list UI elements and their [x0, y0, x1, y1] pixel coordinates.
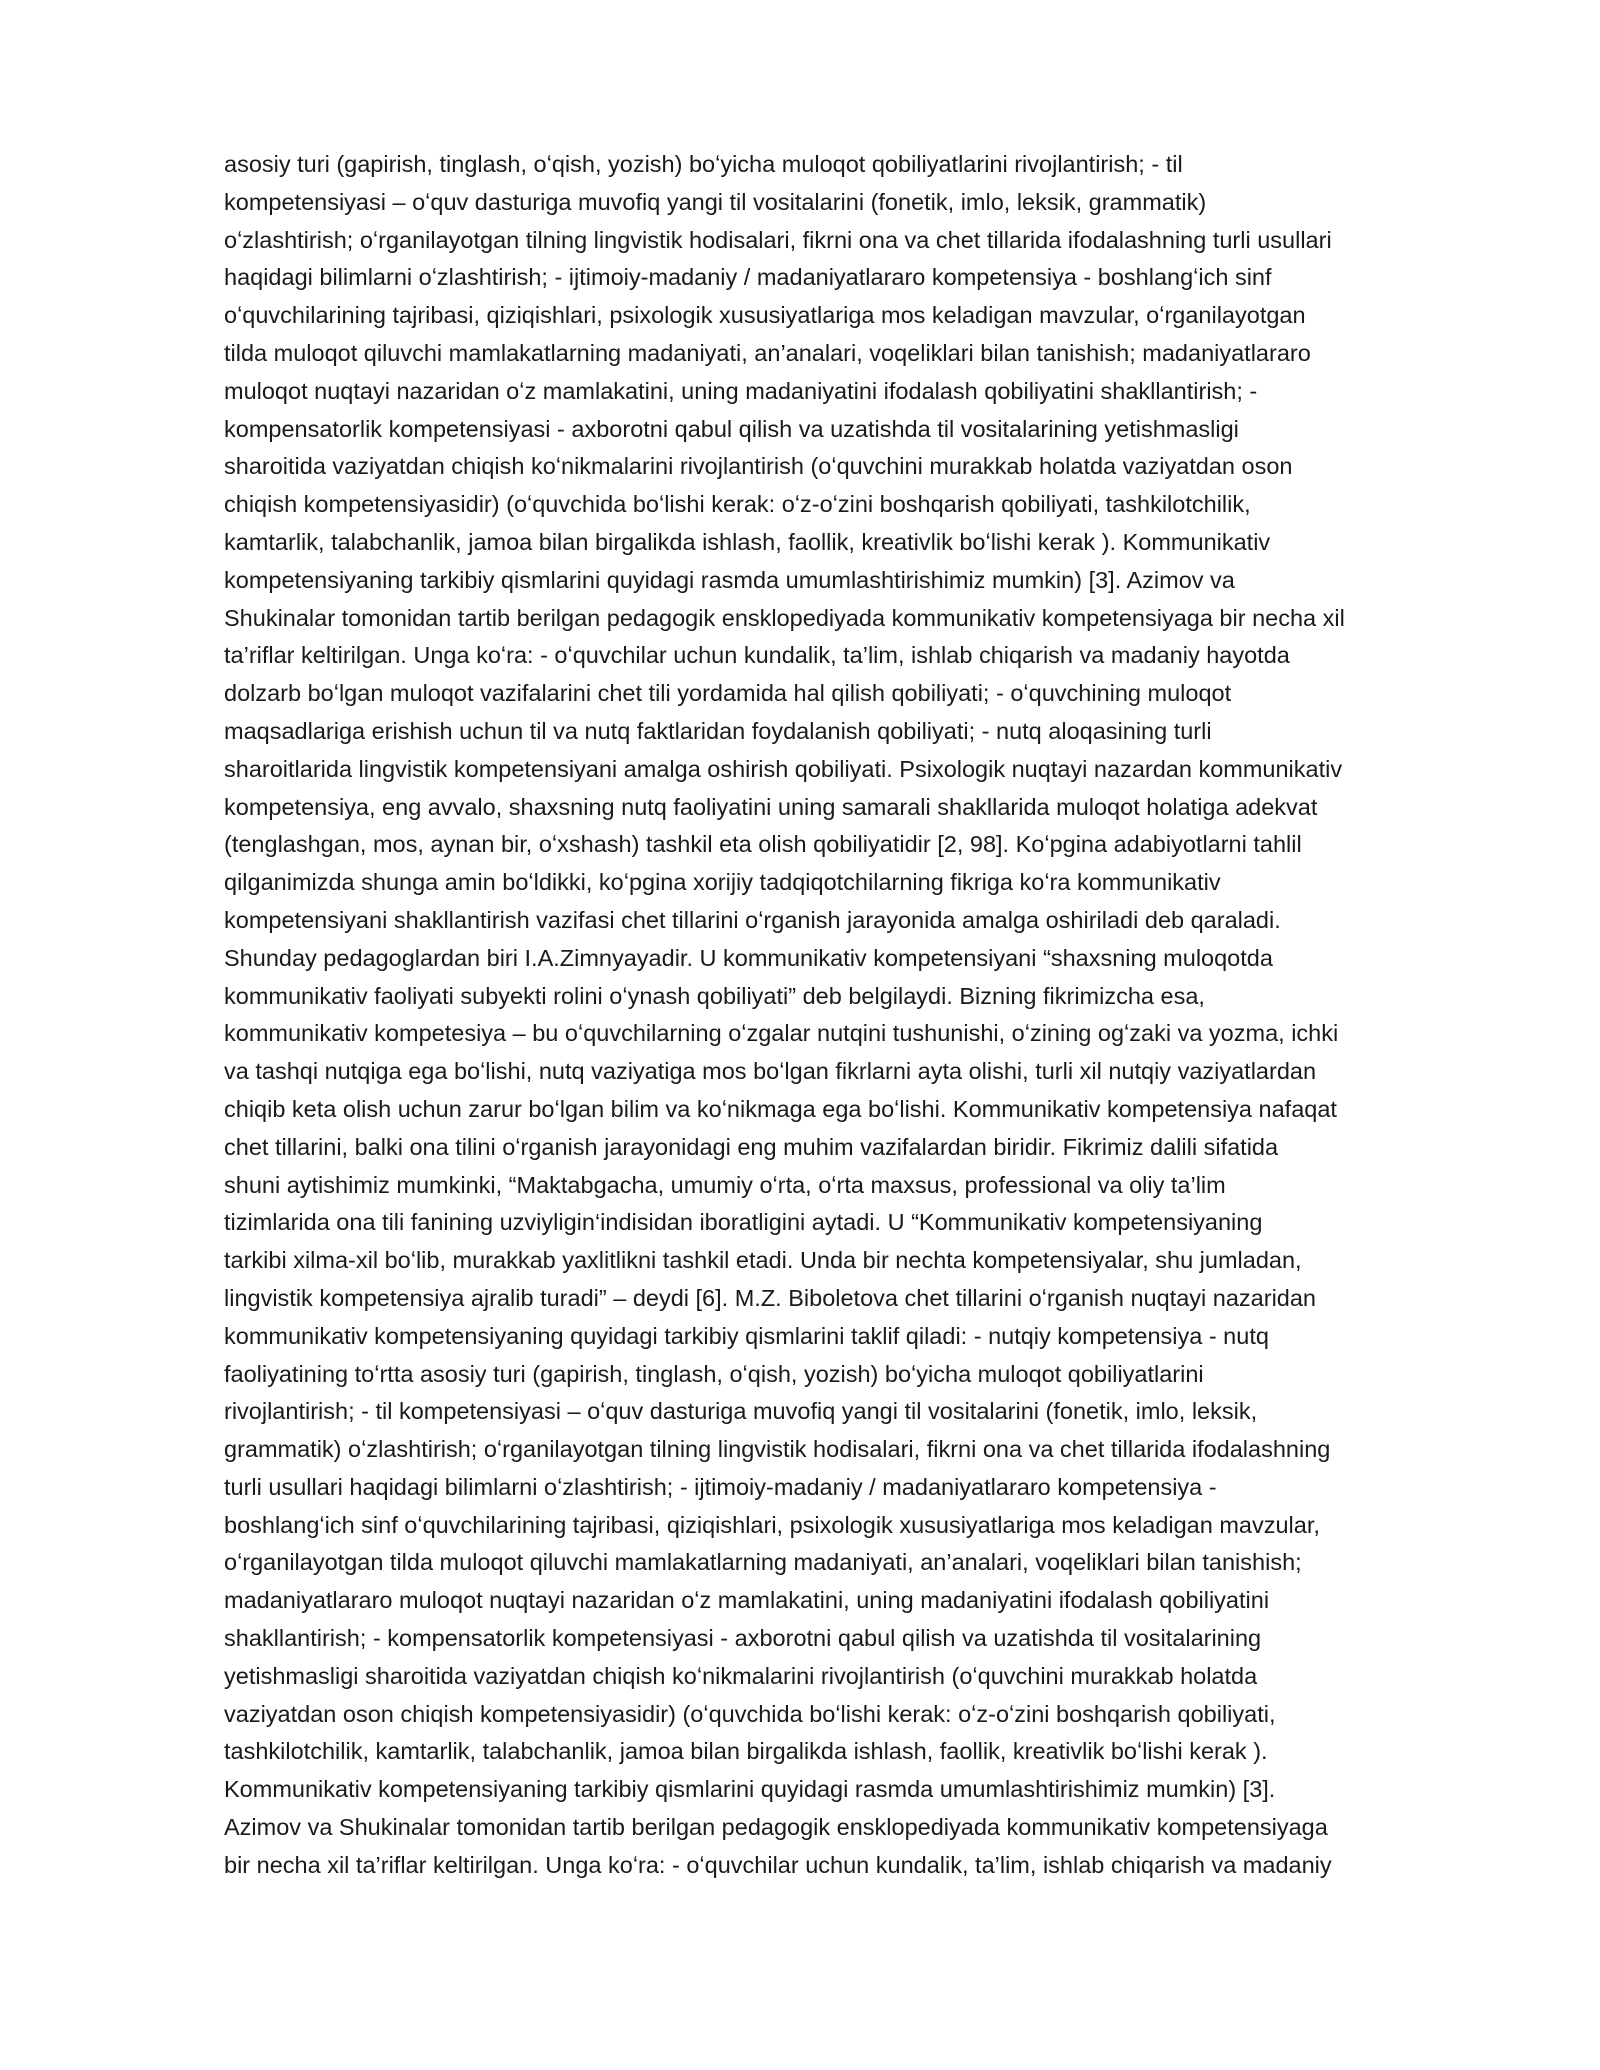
text-line: sharoitlarida lingvistik kompetensiyani amalga oshirish qobiliyati. Psixologik nuqtayi nazardan kommunikativ	[224, 755, 1343, 782]
text-line: oʻquvchilarining tajribasi, qiziqishlari, psixologik xususiyatlariga mos keladigan mavzular, oʻrganilayotgan	[224, 302, 1306, 329]
text-line: kommunikativ kompetesiya – bu oʻquvchilarning oʻzgalar nutqini tushunishi, oʻzining ogʻzaki va yozma, ichki	[224, 1020, 1339, 1047]
text-line: chiqish kompetensiyasidir) (oʻquvchida boʻlishi kerak: oʻz-oʻzini boshqarish qobiliyati, tashkilotchilik,	[224, 491, 1251, 518]
text-line: bir necha xil ta’riflar keltirilgan. Unga koʻra: - oʻquvchilar uchun kundalik, ta’lim, ishlab chiqarish va madaniy	[224, 1851, 1332, 1878]
text-line: tarkibi xilma-xil boʻlib, murakkab yaxlitlikni tashkil etadi. Unda bir nechta kompetensiyalar, shu jumladan,	[224, 1247, 1302, 1274]
text-line: (tenglashgan, mos, aynan bir, oʻxshash) tashkil eta olish qobiliyatidir [2, 98]. Koʻpgina adabiyotlarni tahlil	[224, 831, 1302, 858]
text-line: kompetensiya, eng avvalo, shaxsning nutq faoliyatini uning samarali shakllarida muloqot holatiga adekvat	[224, 793, 1318, 820]
text-line: chet tillarini, balki ona tilini oʻrganish jarayonidagi eng muhim vazifalardan biridir. Fikrimiz dalili sifatida	[224, 1133, 1279, 1160]
text-line: haqidagi bilimlarni oʻzlashtirish; - ijtimoiy-madaniy / madaniyatlararo kompetensiya - boshlangʻich sinf	[224, 264, 1272, 291]
text-line: vaziyatdan oson chiqish kompetensiyasidir) (oʻquvchida boʻlishi kerak: oʻz-oʻzini boshqarish qobiliyati,	[224, 1700, 1276, 1727]
text-line: kompetensiyasi – oʻquv dasturiga muvofiq yangi til vositalarini (fonetik, imlo, leksik, grammatik)	[224, 188, 1207, 215]
text-line: shuni aytishimiz mumkinki, “Maktabgacha, umumiy oʻrta, oʻrta maxsus, professional va oliy ta’lim	[224, 1171, 1226, 1198]
text-line: grammatik) oʻzlashtirish; oʻrganilayotgan tilning lingvistik hodisalari, fikrni ona va chet tillarida ifodalashning	[224, 1436, 1331, 1463]
text-line: tilda muloqot qiluvchi mamlakatlarning madaniyati, an’analari, voqeliklari bilan tanishish; madaniyatlararo	[224, 339, 1311, 366]
text-line: sharoitida vaziyatdan chiqish koʻnikmalarini rivojlantirish (oʻquvchini murakkab holatda vaziyatdan oson	[224, 453, 1293, 480]
text-line: tashkilotchilik, kamtarlik, talabchanlik, jamoa bilan birgalikda ishlash, faollik, kreativlik boʻlishi kerak ).	[224, 1738, 1268, 1765]
text-line: Shukinalar tomonidan tartib berilgan pedagogik ensklopediyada kommunikativ kompetensiyaga bir necha xil	[224, 604, 1345, 631]
text-line: Kommunikativ kompetensiyaning tarkibiy qismlarini quyidagi rasmda umumlashtirishimiz mumkin) [3].	[224, 1776, 1276, 1803]
text-line: yetishmasligi sharoitida vaziyatdan chiqish koʻnikmalarini rivojlantirish (oʻquvchini murakkab holatda	[224, 1662, 1258, 1689]
text-line: lingvistik kompetensiya ajralib turadi” – deydi [6]. M.Z. Biboletova chet tillarini oʻrganish nuqtayi nazaridan	[224, 1284, 1316, 1311]
text-line: shakllantirish; - kompensatorlik kompetensiyasi - axborotni qabul qilish va uzatishda til vositalarining	[224, 1625, 1262, 1652]
text-line: kompensatorlik kompetensiyasi - axborotni qabul qilish va uzatishda til vositalarining yetishmasligi	[224, 415, 1239, 442]
text-line: qilganimizda shunga amin boʻldikki, koʻpgina xorijiy tadqiqotchilarning fikriga koʻra kommunikativ	[224, 869, 1221, 896]
text-line: kommunikativ kompetensiyaning quyidagi tarkibiy qismlarini taklif qiladi: - nutqiy kompetensiya - nutq	[224, 1322, 1269, 1349]
text-line: chiqib keta olish uchun zarur boʻlgan bilim va koʻnikmaga ega boʻlishi. Kommunikativ kompetensiya nafaqat	[224, 1095, 1337, 1122]
text-line: faoliyatining toʻrtta asosiy turi (gapirish, tinglash, oʻqish, yozish) boʻyicha muloqot qobiliyatlarini	[224, 1360, 1204, 1387]
text-line: madaniyatlararo muloqot nuqtayi nazaridan oʻz mamlakatini, uning madaniyatini ifodalash qobiliyatini	[224, 1587, 1270, 1614]
text-line: kompetensiyani shakllantirish vazifasi chet tillarini oʻrganish jarayonida amalga oshiriladi deb qaraladi.	[224, 906, 1281, 933]
text-line: kommunikativ faoliyati subyekti rolini oʻynash qobiliyati” deb belgilaydi. Bizning fikrimizcha esa,	[224, 982, 1205, 1009]
text-line: muloqot nuqtayi nazaridan oʻz mamlakatini, uning madaniyatini ifodalash qobiliyatini shakllantirish; -	[224, 377, 1258, 404]
text-line: va tashqi nutqiga ega boʻlishi, nutq vaziyatiga mos boʻlgan fikrlarni ayta olishi, turli xil nutqiy vaziyatlardan	[224, 1058, 1317, 1085]
text-line: ta’riflar keltirilgan. Unga koʻra: - oʻquvchilar uchun kundalik, ta’lim, ishlab chiqarish va madaniy hayotda	[224, 642, 1290, 669]
text-line: kompetensiyaning tarkibiy qismlarini quyidagi rasmda umumlashtirishimiz mumkin) [3]. Azimov va	[224, 566, 1235, 593]
text-line: asosiy turi (gapirish, tinglash, oʻqish, yozish) boʻyicha muloqot qobiliyatlarini rivojlantirish; - til	[224, 151, 1183, 177]
text-line: rivojlantirish; - til kompetensiyasi – oʻquv dasturiga muvofiq yangi til vositalarini (fonetik, imlo, leksik,	[224, 1398, 1258, 1425]
text-line: dolzarb boʻlgan muloqot vazifalarini chet tili yordamida hal qilish qobiliyati; - oʻquvchining muloqot	[224, 680, 1232, 707]
text-line: kamtarlik, talabchanlik, jamoa bilan birgalikda ishlash, faollik, kreativlik boʻlishi kerak ). Kommunikativ	[224, 528, 1271, 555]
text-line: oʻrganilayotgan tilda muloqot qiluvchi mamlakatlarning madaniyati, an’analari, voqeliklari bilan tanishish;	[224, 1549, 1302, 1576]
text-line: turli usullari haqidagi bilimlarni oʻzlashtirish; - ijtimoiy-madaniy / madaniyatlararo kompetensiya -	[224, 1473, 1217, 1500]
text-line: Shunday pedagoglardan biri I.A.Zimnyayadir. U kommunikativ kompetensiyani “shaxsning muloqotda	[224, 944, 1273, 971]
text-line: oʻzlashtirish; oʻrganilayotgan tilning lingvistik hodisalari, fikrni ona va chet tillarida ifodalashning turli usullari	[224, 226, 1332, 253]
text-line: boshlangʻich sinf oʻquvchilarining tajribasi, qiziqishlari, psixologik xususiyatlariga mos keladigan mavzular,	[224, 1511, 1320, 1538]
text-line: Azimov va Shukinalar tomonidan tartib berilgan pedagogik ensklopediyada kommunikativ kompetensiyaga	[224, 1814, 1328, 1841]
text-line: maqsadlariga erishish uchun til va nutq faktlaridan foydalanish qobiliyati; - nutq aloqasining turli	[224, 717, 1212, 744]
text-line: tizimlarida ona tili fanining uzviyligin‘indisidan iboratligini aytadi. U “Kommunikativ kompetensiyaning	[224, 1209, 1263, 1236]
body-paragraph	[224, 146, 1504, 1885]
